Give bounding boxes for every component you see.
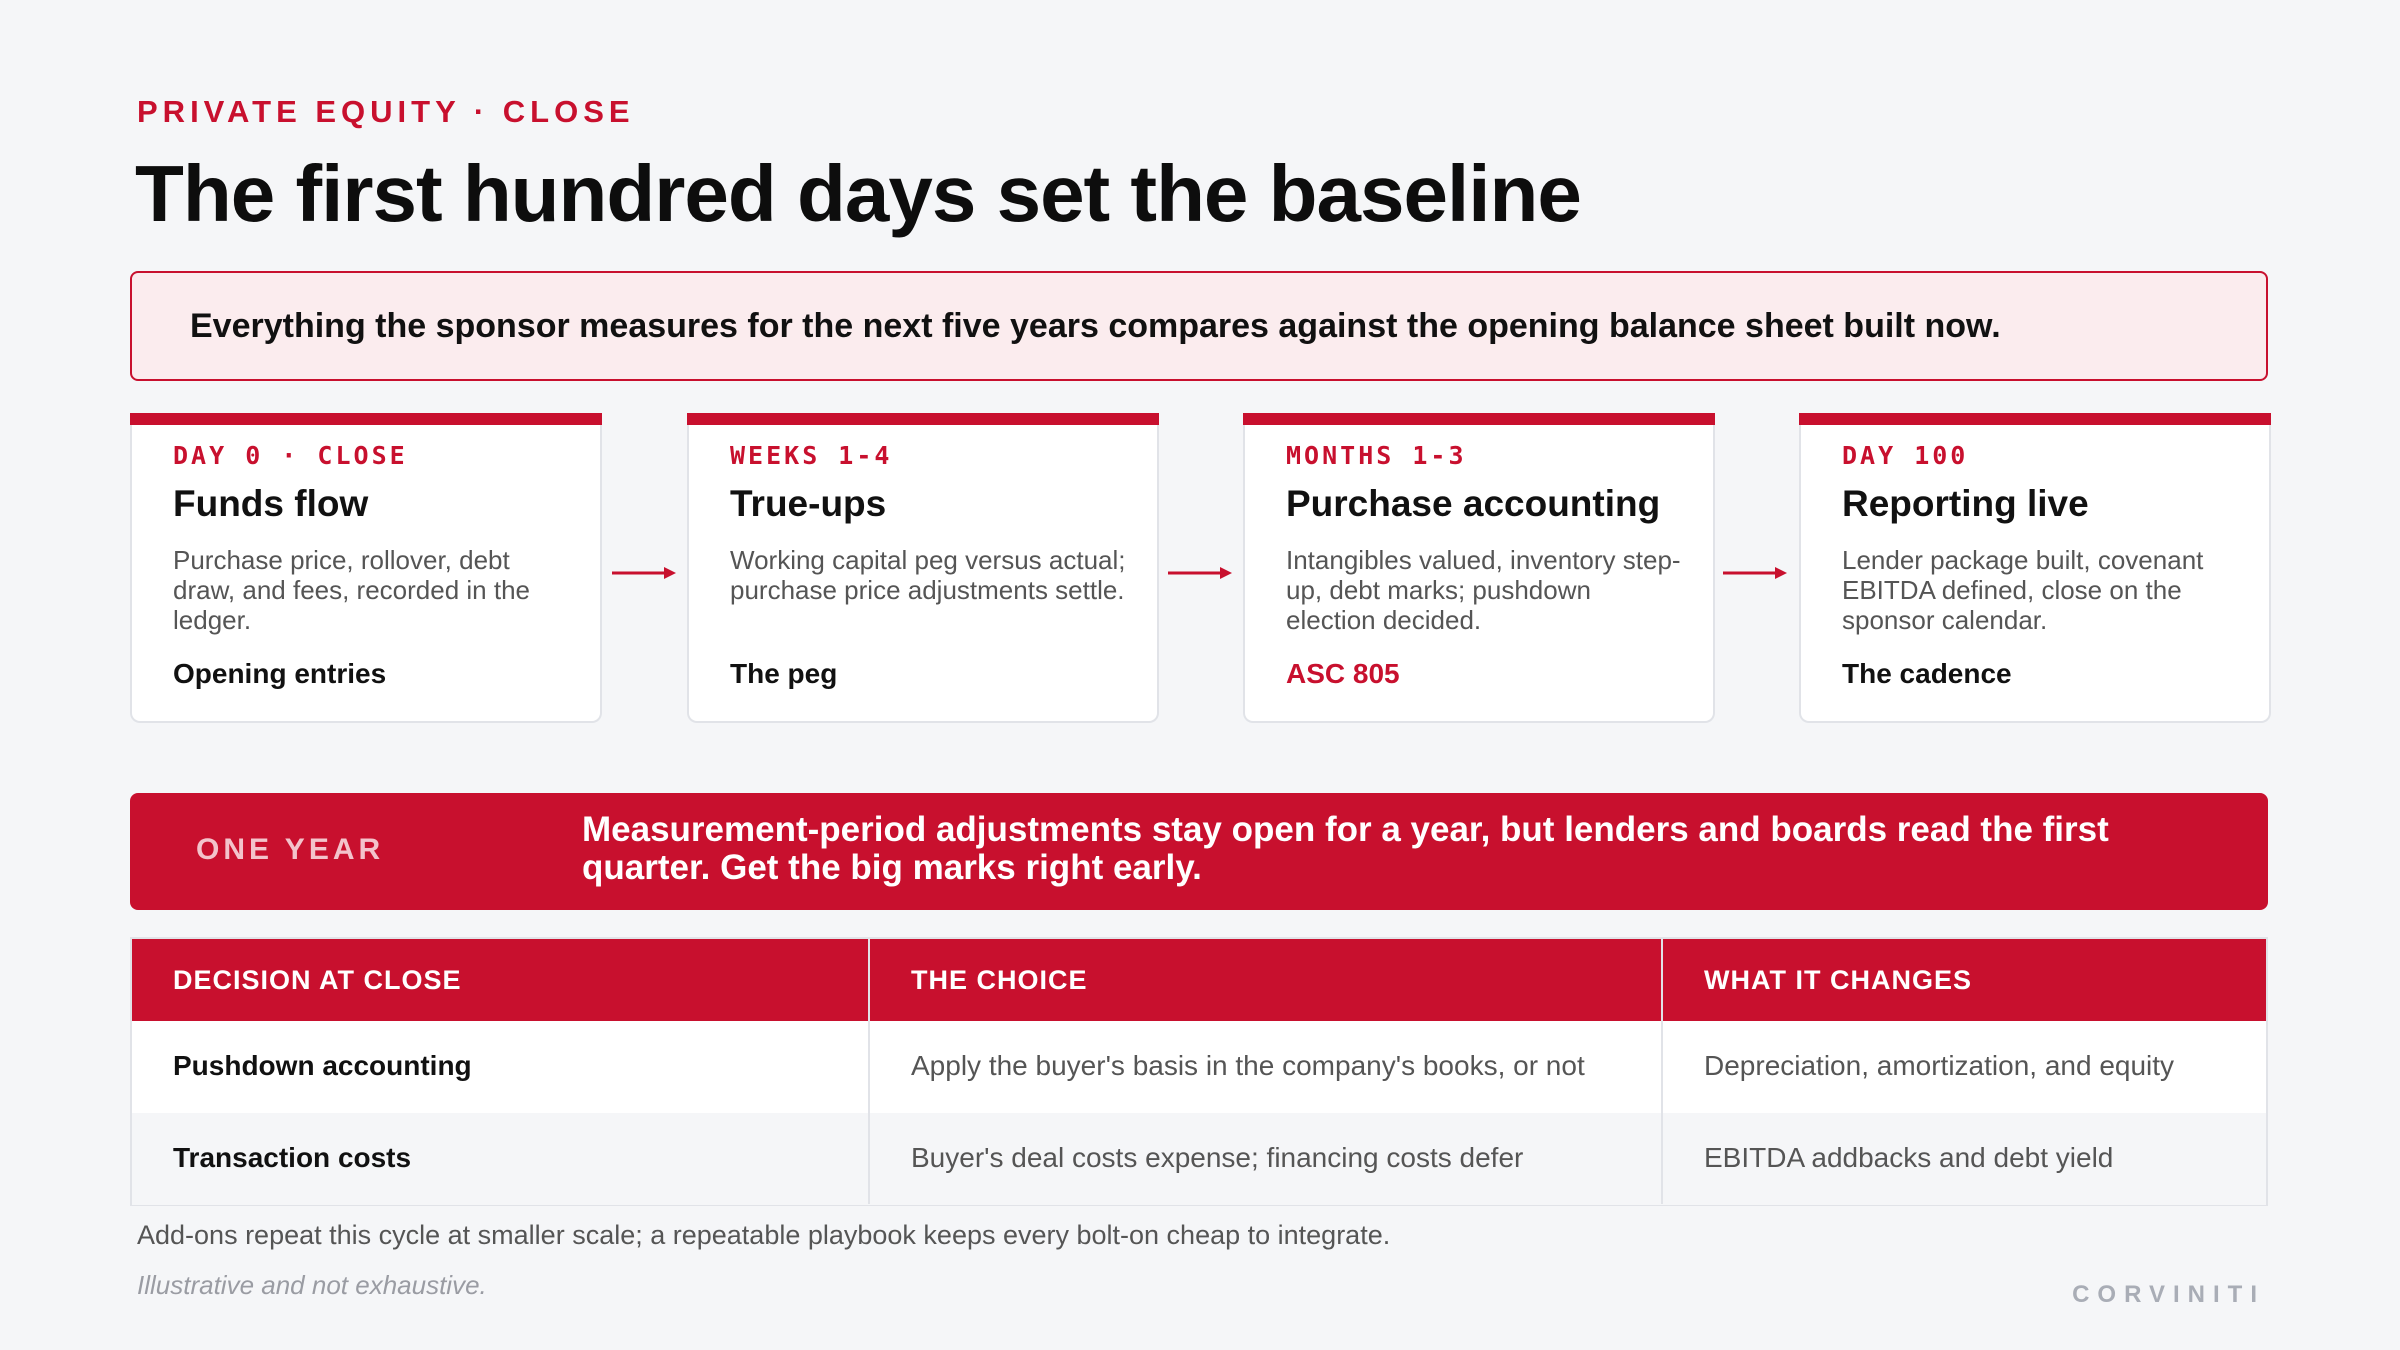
table-header bbox=[132, 939, 2266, 1021]
table-cell: EBITDA addbacks and debt yield bbox=[1704, 1142, 2114, 1173]
decisions-table bbox=[130, 937, 2268, 1206]
table-cell: Apply the buyer's basis in the company's books, or not bbox=[911, 1050, 1585, 1081]
table-cell: Pushdown accounting bbox=[173, 1050, 472, 1081]
step-phase: DAY 0 · CLOSE bbox=[173, 441, 408, 470]
column-header: THE CHOICE bbox=[911, 965, 1088, 995]
table-cell: Depreciation, amortization, and equity bbox=[1704, 1050, 2175, 1081]
step-card-reporting-live bbox=[1799, 413, 2271, 723]
column-divider bbox=[1661, 939, 1663, 1204]
step-description: Intangibles valued, inventory step-up, debt marks; pushdown election decided. bbox=[1286, 545, 1681, 635]
step-accent-bar bbox=[1799, 413, 2271, 425]
step-tag: Opening entries bbox=[173, 658, 387, 689]
step-title: Purchase accounting bbox=[1286, 483, 1661, 524]
step-phase: WEEKS 1-4 bbox=[730, 441, 893, 470]
banner-message: Measurement-period adjustments stay open for a year, but lenders and boards read the first quarter. Get the big marks right early. bbox=[582, 810, 2109, 887]
banner-label: ONE YEAR bbox=[196, 833, 385, 866]
table-cell: Buyer's deal costs expense; financing costs defer bbox=[911, 1142, 1524, 1173]
column-header: DECISION AT CLOSE bbox=[173, 965, 462, 995]
step-accent-bar bbox=[130, 413, 602, 425]
footnote: Add-ons repeat this cycle at smaller scale; a repeatable playbook keeps every bolt-on cheap to integrate. bbox=[137, 1220, 1391, 1250]
step-title: Funds flow bbox=[173, 483, 369, 524]
column-header: WHAT IT CHANGES bbox=[1704, 965, 1972, 995]
brand-logo: CORVINITI bbox=[2072, 1281, 2265, 1308]
page-title: The first hundred days set the baseline bbox=[135, 149, 1581, 238]
arrow-right-icon bbox=[1168, 566, 1232, 580]
table-row bbox=[132, 1113, 2266, 1205]
step-card-purchase-accounting bbox=[1243, 413, 1715, 723]
step-accent-bar bbox=[1243, 413, 1715, 425]
callout-text: Everything the sponsor measures for the next five years compares against the opening balance sheet built now. bbox=[190, 306, 2001, 345]
table-cell: Transaction costs bbox=[173, 1142, 412, 1173]
column-divider bbox=[868, 939, 870, 1204]
step-phase: DAY 100 bbox=[1842, 441, 1969, 470]
step-description: Purchase price, rollover, debt draw, and fees, recorded in the ledger. bbox=[173, 545, 531, 635]
step-description: Working capital peg versus actual; purchase price adjustments settle. bbox=[730, 545, 1126, 605]
step-title: Reporting live bbox=[1842, 483, 2089, 524]
step-title: True-ups bbox=[730, 483, 887, 524]
eyebrow: PRIVATE EQUITY · CLOSE bbox=[137, 94, 635, 129]
step-card-funds-flow bbox=[130, 413, 602, 723]
table-row bbox=[132, 1021, 2266, 1113]
step-card-true-ups bbox=[687, 413, 1159, 723]
arrow-right-icon bbox=[1723, 566, 1787, 580]
one-year-banner bbox=[130, 793, 2268, 910]
step-accent-bar bbox=[687, 413, 1159, 425]
step-description: Lender package built, covenant EBITDA defined, close on the sponsor calendar. bbox=[1842, 545, 2204, 635]
callout-box bbox=[130, 271, 2268, 381]
step-tag: The peg bbox=[730, 658, 838, 689]
disclaimer: Illustrative and not exhaustive. bbox=[137, 1270, 487, 1300]
step-phase: MONTHS 1-3 bbox=[1286, 441, 1467, 470]
step-tag: ASC 805 bbox=[1286, 658, 1400, 689]
step-tag: The cadence bbox=[1842, 658, 2012, 689]
arrow-right-icon bbox=[612, 566, 676, 580]
